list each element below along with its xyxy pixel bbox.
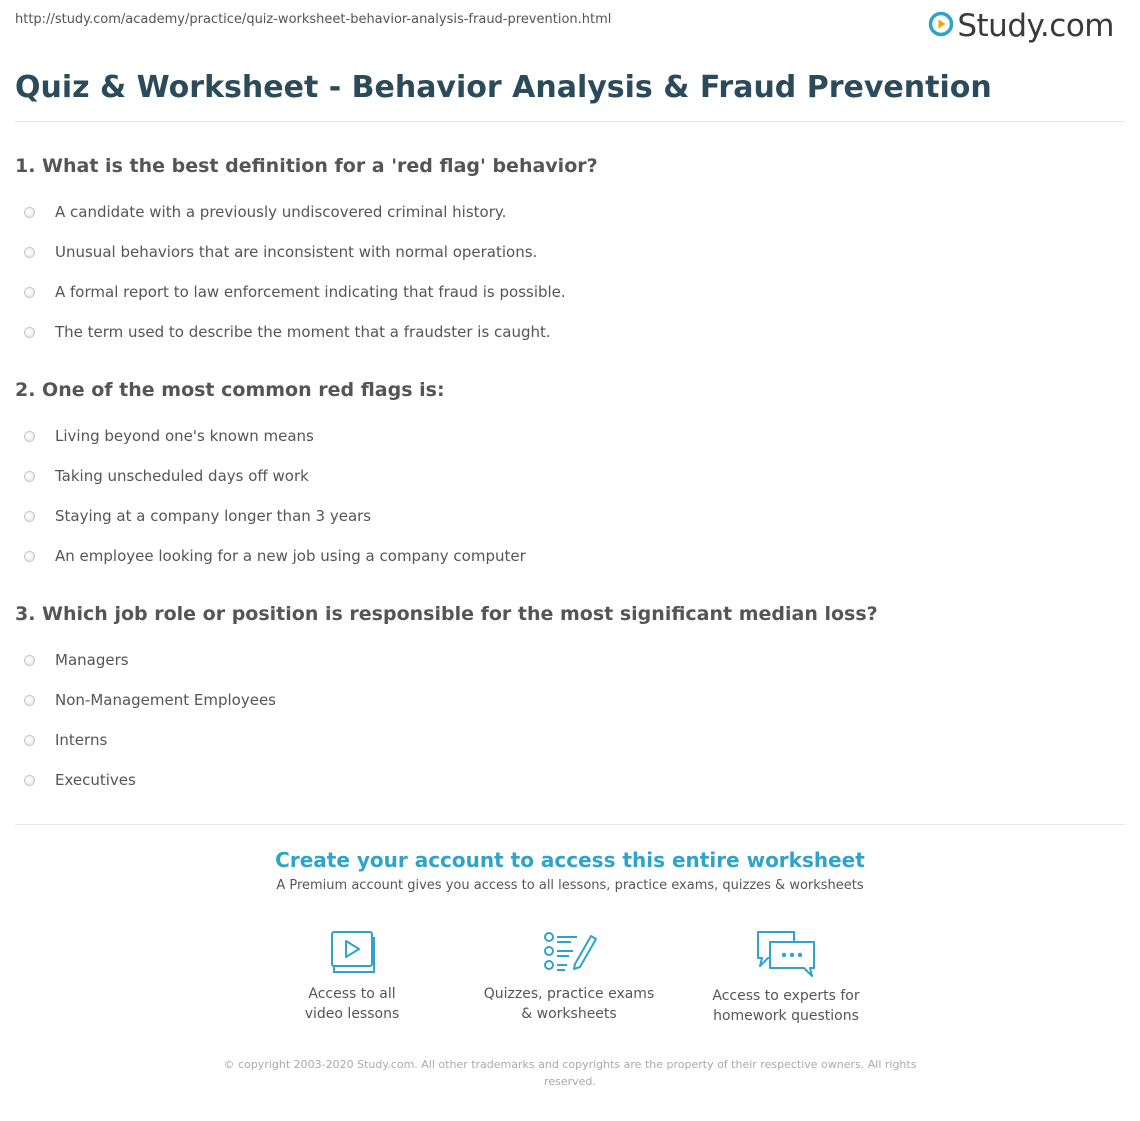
answer-option[interactable]	[15, 680, 1125, 720]
study-com-logo[interactable]	[928, 8, 1114, 44]
answer-text: A formal report to law enforcement indicating that fraud is possible.	[55, 283, 566, 301]
section-divider	[15, 824, 1125, 825]
cta-subheading: A Premium account gives you access to all lessons, practice exams, quizzes & worksheets	[276, 878, 864, 893]
question-1	[15, 152, 1125, 352]
feature-label: Access to all video lessons	[304, 986, 400, 1022]
feature-label: Quizzes, practice exams & worksheets	[483, 986, 655, 1022]
answer-text: Executives	[55, 771, 136, 789]
quiz-checklist-icon	[459, 928, 679, 976]
title-divider	[15, 121, 1125, 122]
answer-list	[15, 416, 1125, 576]
answer-option[interactable]	[15, 536, 1125, 576]
answer-option[interactable]	[15, 496, 1125, 536]
radio-button[interactable]	[24, 735, 35, 746]
feature-video-lessons	[242, 928, 462, 1024]
answer-option[interactable]	[15, 272, 1125, 312]
question-2	[15, 376, 1125, 576]
answer-text: Living beyond one's known means	[55, 427, 314, 445]
answer-text: Managers	[55, 651, 129, 669]
answer-option[interactable]	[15, 760, 1125, 800]
radio-button[interactable]	[24, 327, 35, 338]
radio-button[interactable]	[24, 775, 35, 786]
radio-button[interactable]	[24, 471, 35, 482]
signup-cta	[15, 846, 1125, 893]
answer-option[interactable]	[15, 416, 1125, 456]
radio-button[interactable]	[24, 695, 35, 706]
answer-list	[15, 192, 1125, 352]
copyright-footer: © copyright 2003-2020 Study.com. All other trademarks and copyrights are the property of their respective owners. All rights reserved.	[223, 1058, 917, 1088]
logo-text: Study.com	[957, 8, 1114, 44]
feature-quizzes	[459, 928, 679, 1024]
answer-text: Unusual behaviors that are inconsistent with normal operations.	[55, 243, 538, 261]
chat-bubbles-icon	[676, 928, 896, 978]
radio-button[interactable]	[24, 551, 35, 562]
question-3	[15, 600, 1125, 800]
answer-text: A candidate with a previously undiscovered criminal history.	[55, 203, 507, 221]
answer-option[interactable]	[15, 720, 1125, 760]
answer-option[interactable]	[15, 640, 1125, 680]
answer-text: Staying at a company longer than 3 years	[55, 507, 372, 525]
answer-option[interactable]	[15, 192, 1125, 232]
question-text: 1. What is the best definition for a 'red flag' behavior?	[15, 155, 598, 177]
question-text: 3. Which job role or position is responsible for the most significant median loss?	[15, 603, 878, 625]
create-account-link[interactable]: Create your account to access this entire worksheet	[275, 848, 865, 872]
video-player-icon	[242, 928, 462, 976]
question-text: 2. One of the most common red flags is:	[15, 379, 445, 401]
answer-text: The term used to describe the moment that a fraudster is caught.	[55, 323, 551, 341]
answer-text: Taking unscheduled days off work	[55, 467, 309, 485]
radio-button[interactable]	[24, 287, 35, 298]
feature-experts	[676, 928, 896, 1026]
answer-text: Interns	[55, 731, 108, 749]
feature-label: Access to experts for homework questions	[712, 988, 860, 1024]
play-circle-icon	[928, 11, 954, 41]
answer-option[interactable]	[15, 312, 1125, 352]
radio-button[interactable]	[24, 655, 35, 666]
answer-list	[15, 640, 1125, 800]
radio-button[interactable]	[24, 247, 35, 258]
page-url: http://study.com/academy/practice/quiz-worksheet-behavior-analysis-fraud-prevention.html	[15, 12, 612, 27]
answer-option[interactable]	[15, 456, 1125, 496]
answer-text: Non-Management Employees	[55, 691, 277, 709]
premium-features	[0, 928, 1140, 1038]
radio-button[interactable]	[24, 511, 35, 522]
answer-option[interactable]	[15, 232, 1125, 272]
radio-button[interactable]	[24, 207, 35, 218]
answer-text: An employee looking for a new job using a company computer	[55, 547, 526, 565]
page-title: Quiz & Worksheet - Behavior Analysis & Fraud Prevention	[15, 70, 992, 105]
radio-button[interactable]	[24, 431, 35, 442]
